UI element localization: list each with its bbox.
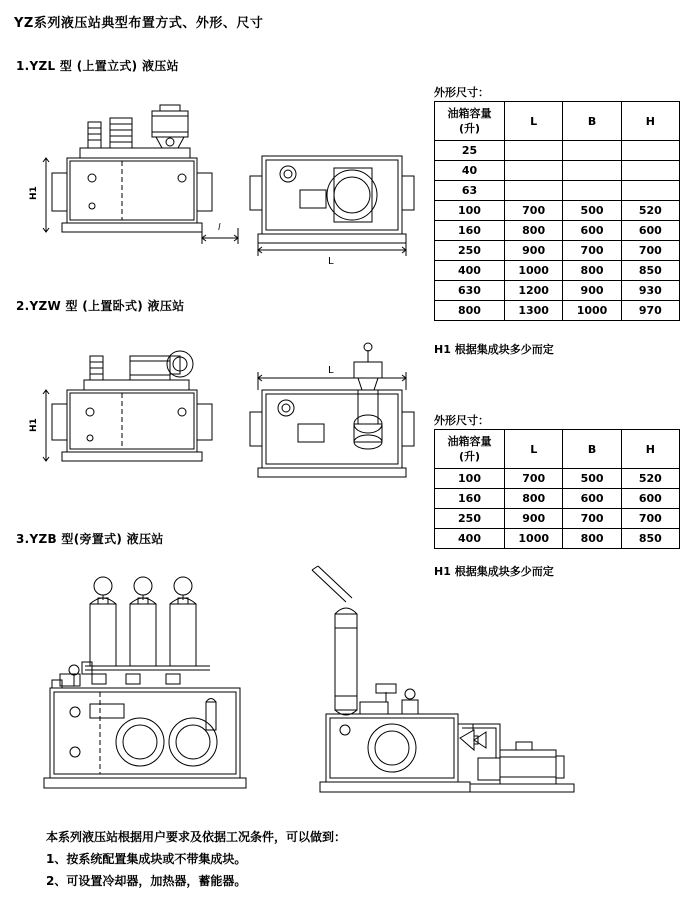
footer-line-3: 2、可设置冷却器，加热器，蓄能器。 <box>46 874 247 888</box>
table-row <box>435 201 680 221</box>
cell-b: 700 <box>563 509 621 529</box>
cell-capacity: 100 <box>435 201 505 221</box>
table-caption-1: 外形尺寸： <box>434 86 489 99</box>
section-heading-yzb: 3.YZB 型(旁置式) 液压站 <box>16 532 164 546</box>
figure-yzw-drawing <box>22 320 422 500</box>
cell-l: 1000 <box>504 261 562 281</box>
dimension-table-yzw <box>434 429 680 549</box>
dim-label-l-small: l <box>218 223 221 233</box>
dim-label-l: L <box>328 365 334 376</box>
cell-h: 520 <box>621 201 679 221</box>
dim-label-l: L <box>328 256 334 267</box>
table-row <box>435 489 680 509</box>
cell-capacity: 630 <box>435 281 505 301</box>
cell-capacity: 160 <box>435 489 505 509</box>
cell-l: 1200 <box>504 281 562 301</box>
table-header-row <box>435 102 680 141</box>
cell-capacity: 250 <box>435 509 505 529</box>
footer-notes <box>46 826 346 892</box>
header-h: H <box>621 102 679 141</box>
cell-b: 1000 <box>563 301 621 321</box>
cell-capacity: 400 <box>435 529 505 549</box>
header-capacity-line1: 油箱容量 <box>447 435 492 448</box>
cell-h: 700 <box>621 241 679 261</box>
cell-l: 700 <box>505 469 563 489</box>
table-row <box>435 181 680 201</box>
header-capacity <box>435 430 505 469</box>
cell-h: 850 <box>621 529 679 549</box>
cell-b: 700 <box>563 241 621 261</box>
cell-l: 700 <box>504 201 562 221</box>
cell-l <box>504 181 562 201</box>
cell-capacity: 400 <box>435 261 505 281</box>
footer-line-2: 1、按系统配置集成块或不带集成块。 <box>46 852 247 866</box>
cell-h: 520 <box>621 469 679 489</box>
table-row <box>435 469 680 489</box>
table-row <box>435 241 680 261</box>
table-caption-2: 外形尺寸： <box>434 414 489 427</box>
section-heading-yzl: 1.YZL 型 (上置立式) 液压站 <box>16 59 179 73</box>
cell-b: 800 <box>563 261 621 281</box>
cell-l: 1300 <box>504 301 562 321</box>
footer-line-1: 本系列液压站根据用户要求及依据工况条件，可以做到： <box>46 830 347 844</box>
header-b: B <box>563 430 621 469</box>
cell-capacity: 250 <box>435 241 505 261</box>
table-row <box>435 301 680 321</box>
cell-l: 800 <box>504 221 562 241</box>
page-title: YZ系列液压站典型布置方式、外形、尺寸 <box>14 16 264 31</box>
cell-b: 900 <box>563 281 621 301</box>
table-row <box>435 141 680 161</box>
cell-capacity: 25 <box>435 141 505 161</box>
figure-yzl-drawing <box>22 78 422 278</box>
dim-label-h1: H1 <box>29 186 39 200</box>
cell-b <box>563 181 621 201</box>
cell-h: 600 <box>621 489 679 509</box>
cell-b <box>563 141 621 161</box>
cell-capacity: 160 <box>435 221 505 241</box>
cell-b: 600 <box>563 489 621 509</box>
table-note-2: H1 根据集成块多少而定 <box>434 565 554 578</box>
cell-l <box>504 141 562 161</box>
cell-b: 500 <box>563 469 621 489</box>
cell-capacity: 800 <box>435 301 505 321</box>
table-row <box>435 281 680 301</box>
cell-capacity: 100 <box>435 469 505 489</box>
table-header-row <box>435 430 680 469</box>
header-l: L <box>504 102 562 141</box>
cell-b: 500 <box>563 201 621 221</box>
table-row <box>435 221 680 241</box>
cell-l: 900 <box>504 241 562 261</box>
cell-h: 850 <box>621 261 679 281</box>
dimension-table-yzl <box>434 101 680 321</box>
table-row <box>435 509 680 529</box>
cell-h <box>621 181 679 201</box>
table-row <box>435 161 680 181</box>
table-note-1: H1 根据集成块多少而定 <box>434 343 554 356</box>
cell-h: 970 <box>621 301 679 321</box>
header-capacity <box>435 102 505 141</box>
cell-h: 700 <box>621 509 679 529</box>
cell-l: 900 <box>505 509 563 529</box>
cell-b: 600 <box>563 221 621 241</box>
header-l: L <box>505 430 563 469</box>
cell-capacity: 40 <box>435 161 505 181</box>
header-capacity-line2: (升) <box>458 450 481 463</box>
header-capacity-line2: (升) <box>458 122 480 135</box>
cell-h <box>621 141 679 161</box>
table-row <box>435 261 680 281</box>
table-row <box>435 529 680 549</box>
cell-l: 800 <box>505 489 563 509</box>
section-heading-yzw: 2.YZW 型 (上置卧式) 液压站 <box>16 299 185 313</box>
header-capacity-line1: 油箱容量 <box>447 107 492 120</box>
cell-b: 800 <box>563 529 621 549</box>
figure-yzb-drawing <box>30 552 640 800</box>
cell-h <box>621 161 679 181</box>
cell-l <box>504 161 562 181</box>
cell-h: 930 <box>621 281 679 301</box>
header-h: H <box>621 430 679 469</box>
cell-capacity: 63 <box>435 181 505 201</box>
dim-label-h1: H1 <box>29 418 39 432</box>
cell-l: 1000 <box>505 529 563 549</box>
cell-b <box>563 161 621 181</box>
cell-h: 600 <box>621 221 679 241</box>
header-b: B <box>563 102 621 141</box>
